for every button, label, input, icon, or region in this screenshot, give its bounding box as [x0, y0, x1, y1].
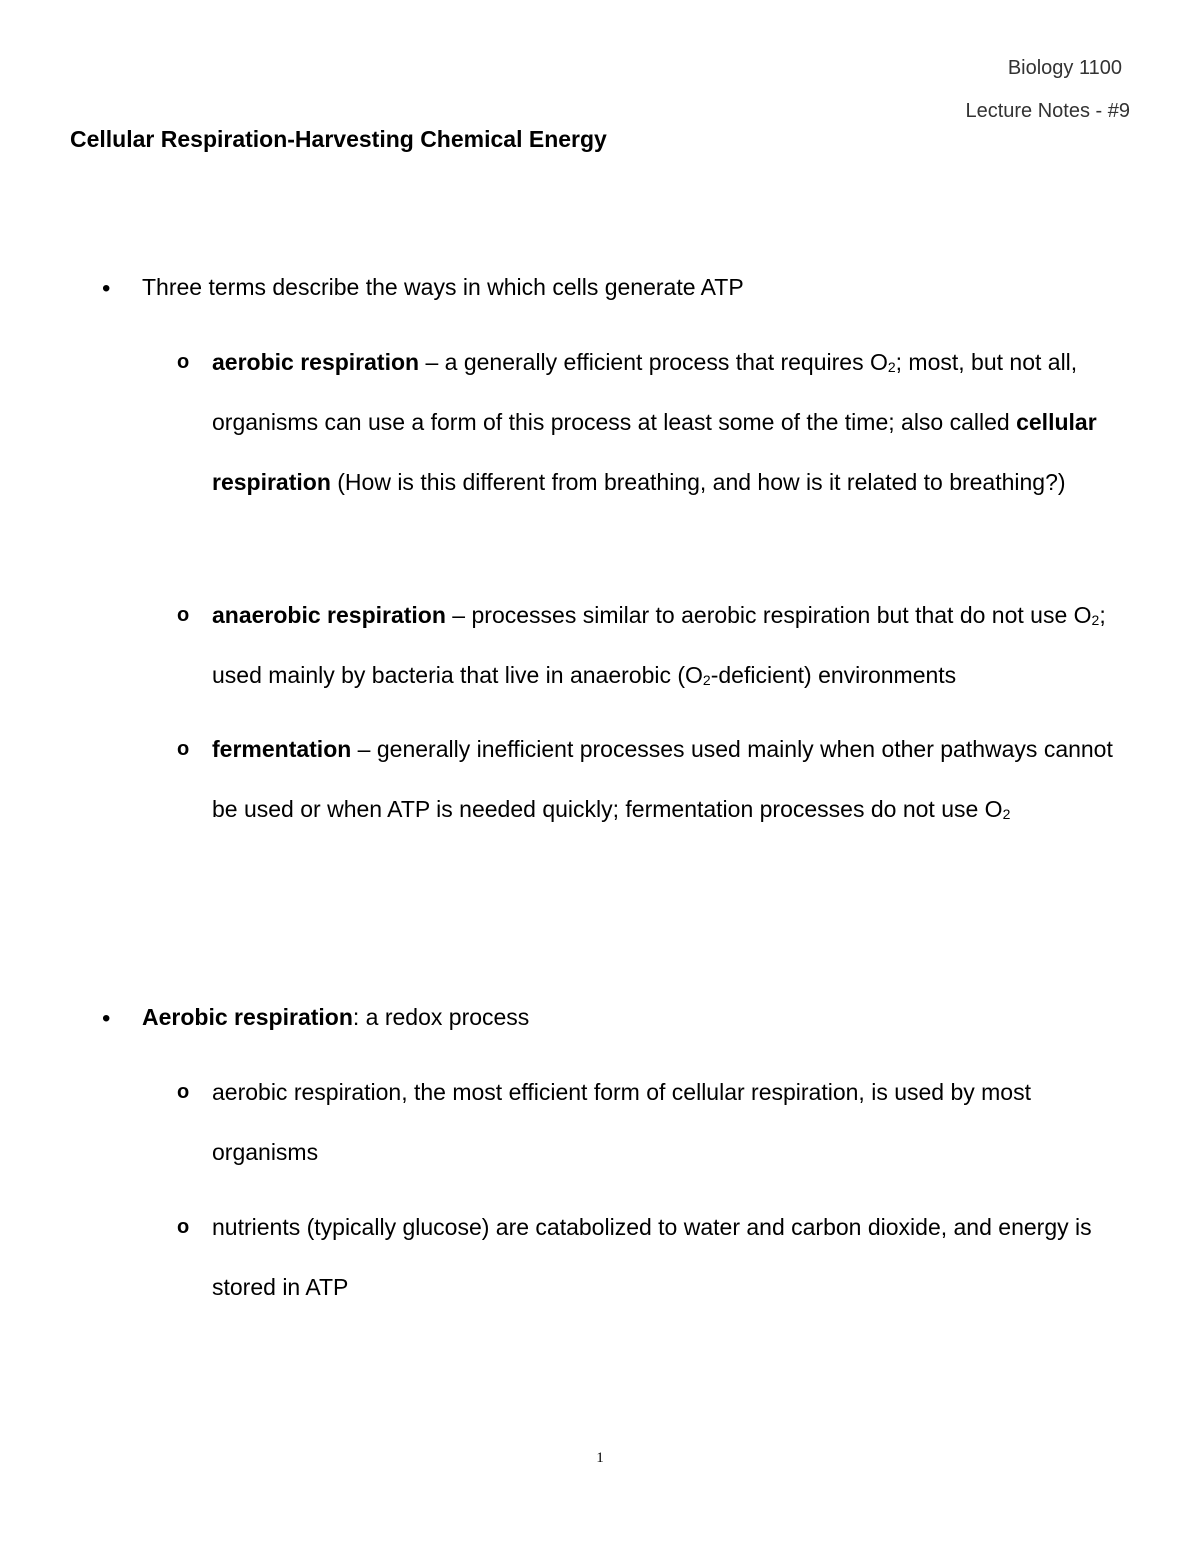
list-item-anaerobic: o anaerobic respiration – processes similar to aerobic respiration but that do not use $O_2$; used mainly by bacteria that live in anaerobic $(O_2-deficient)$ environments [212, 585, 1142, 705]
list-item: o aerobic respiration, the most efficient form of cellular respiration, is used by most organisms [212, 1062, 1142, 1182]
sub-bullet-mark: o [177, 1216, 190, 1238]
term-cellular-respiration: cellular respiration [212, 409, 1097, 495]
sub-bullet-mark: o [177, 738, 190, 760]
bullet-dot: • [102, 1005, 111, 1032]
list-item-fermentation: o fermentation – generally inefficient processes used mainly when other pathways cannot be used or when ATP is needed quickly; fermentation processes do not use $O_2$ [212, 719, 1142, 839]
sub-bullet-mark: o [177, 351, 190, 373]
list-item: o nutrients (typically glucose) are catabolized to water and carbon dioxide, and energy is stored in ATP [212, 1197, 1142, 1317]
term-fermentation: fermentation [212, 736, 352, 762]
course-header: Biology 1100 [1007, 57, 1122, 79]
page-title: Cellular Respiration-Harvesting Chemical Energy [70, 126, 607, 152]
sub-bullet-mark: o [177, 604, 190, 626]
bullet-dot: • [102, 275, 111, 302]
term-aerobic: aerobic respiration [212, 349, 420, 375]
list-item-aerobic: o aerobic respiration – a generally efficient process that requires $O_2$; most, but not all, organisms can use a form of this process at least some of the time; also called cellular respiration (How is this different from breathing, and how is it related to breathing?) [212, 332, 1142, 512]
section1-bullet-text: Three terms describe the ways in which cells generate ATP [142, 274, 744, 300]
lecture-notes-header: Lecture Notes - #9 [965, 100, 1130, 122]
page-number: 1 [596, 1450, 604, 1466]
term-anaerobic: anaerobic respiration [212, 602, 446, 628]
section2-bullet-text: Aerobic respiration: a redox process [142, 1004, 530, 1030]
sub-bullet-mark: o [177, 1081, 190, 1103]
